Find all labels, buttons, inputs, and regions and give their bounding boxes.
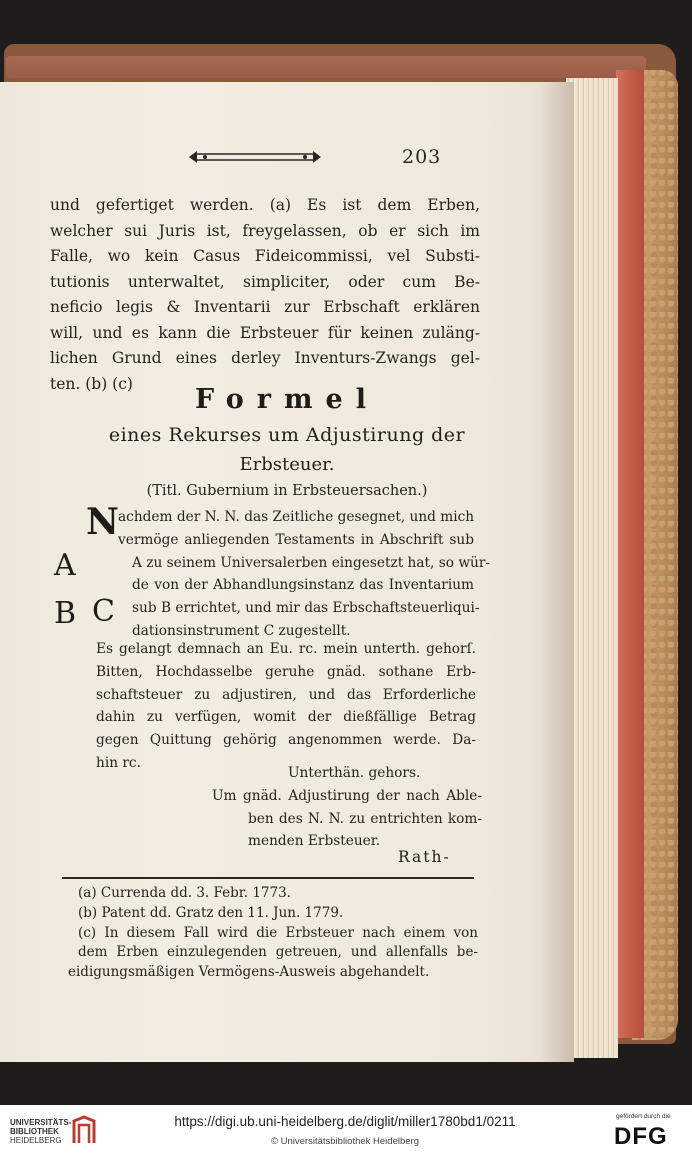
text-line: dahin zu verfügen, womit der dießfällige Betrag [96,709,476,726]
header-ornament [187,148,323,166]
letter-paragraph [96,506,491,643]
text-line: neficio legis & Inventarii zur Erbschaft erklären [50,298,480,316]
library-logo-icon[interactable] [70,1115,98,1147]
text-line: tutionis unterwaltet, simpliciter, oder cum Be- [50,272,480,291]
section-heading: Formel [195,384,379,415]
petition-paragraph [96,638,476,775]
text-line: lichen Grund eines derley Inventurs-Zwangs gel- [50,349,480,367]
library-logo-text[interactable] [10,1118,71,1145]
text-line: gegen Quittung gehörig angenommen werde. Da- [96,732,476,749]
text-line: ten. (b) (c) [50,374,133,393]
page-number: 203 [402,146,442,168]
book-cover-top-edge [6,56,646,78]
text-line: schaftsteuer zu adjustiren, und das Erforderliche [96,686,476,703]
dfg-logo[interactable]: DFG [614,1123,668,1150]
section-subheading-2: Erbsteuer. [239,454,335,475]
footnote-line: (a) Currenda dd. 3. Febr. 1773. [78,885,291,901]
logo-line: HEIDELBERG [10,1136,62,1145]
text-line: Es gelangt demnach an Eu. rc. mein unterth. gehorſ. [96,641,476,657]
text-line: und gefertiget werden. (a) Es ist dem Erben, [50,196,480,214]
text-line: sub B errichtet, und mir das Erbschaftsteuerliqui- [132,600,480,617]
permalink-url[interactable]: https://digi.ub.uni-heidelberg.de/diglit/miller1780bd1/0211 [174,1114,516,1129]
footnote-line: dem Erben einzulegenden getreuen, und allenfalls be- [78,944,478,961]
text-line: dationsinstrument C zugestellt. [132,622,351,639]
text-line: menden Erbsteuer. [248,833,381,850]
body-paragraph [50,193,480,397]
text-line: hin rc. [96,754,141,771]
margin-mark-c: C [92,594,115,629]
funding-note: gefördert durch die [616,1113,671,1120]
red-page-edge [616,70,644,1038]
signature-line: Unterthän. gehors. [288,765,421,781]
logo-line: UNIVERSITÄTS- [10,1118,72,1127]
page-fold-shadow [540,82,574,1062]
drop-cap: N [86,501,119,543]
margin-mark-a: A [54,548,76,583]
footnote-line: eidigungsmäßigen Vermögens-Ausweis abgehandelt. [68,964,430,981]
text-line: Um gnäd. Adjustirung der nach Able- [212,787,482,804]
section-subheading: eines Rekurses um Adjustirung der [108,424,466,446]
text-line: will, und es kann die Erbsteuer für keinen zuläng- [50,323,480,342]
text-line: vermöge anliegenden Testaments in Abschrift sub [118,531,474,548]
footnote-line: (c) In diesem Fall wird die Erbsteuer nach einem von [78,924,478,941]
footnote-line: (b) Patent dd. Gratz den 11. Jun. 1779. [78,904,344,921]
text-line: de von der Abhandlungsinstanz das Inventarium [132,577,474,594]
text-line: Falle, wo kein Casus Fideicommissi, vel Substi- [50,247,480,265]
logo-line: BIBLIOTHEK [10,1127,59,1136]
margin-mark-b: B [54,596,77,631]
text-line: welcher sui Juris ist, freygelassen, ob er sich im [50,221,480,240]
text-line: A zu seinem Universalerben eingesetzt hat, so wür- [132,554,491,571]
text-line: achdem der N. N. das Zeitliche gesegnet, und mich [118,509,475,525]
footer-bar [0,1105,692,1156]
text-line: ben des N. N. zu entrichten kom- [248,810,482,827]
footnotes [68,884,478,983]
closing-block [212,762,482,853]
footnote-rule [62,877,474,879]
copyright-notice: © Universitätsbibliothek Heidelberg [271,1136,419,1147]
catchword: Rath- [398,848,451,866]
text-line: Bitten, Hochdasselbe geruhe gnäd. sothane Erb- [96,663,476,680]
address-line: (Titl. Gubernium in Erbsteuersachen.) [146,483,428,499]
